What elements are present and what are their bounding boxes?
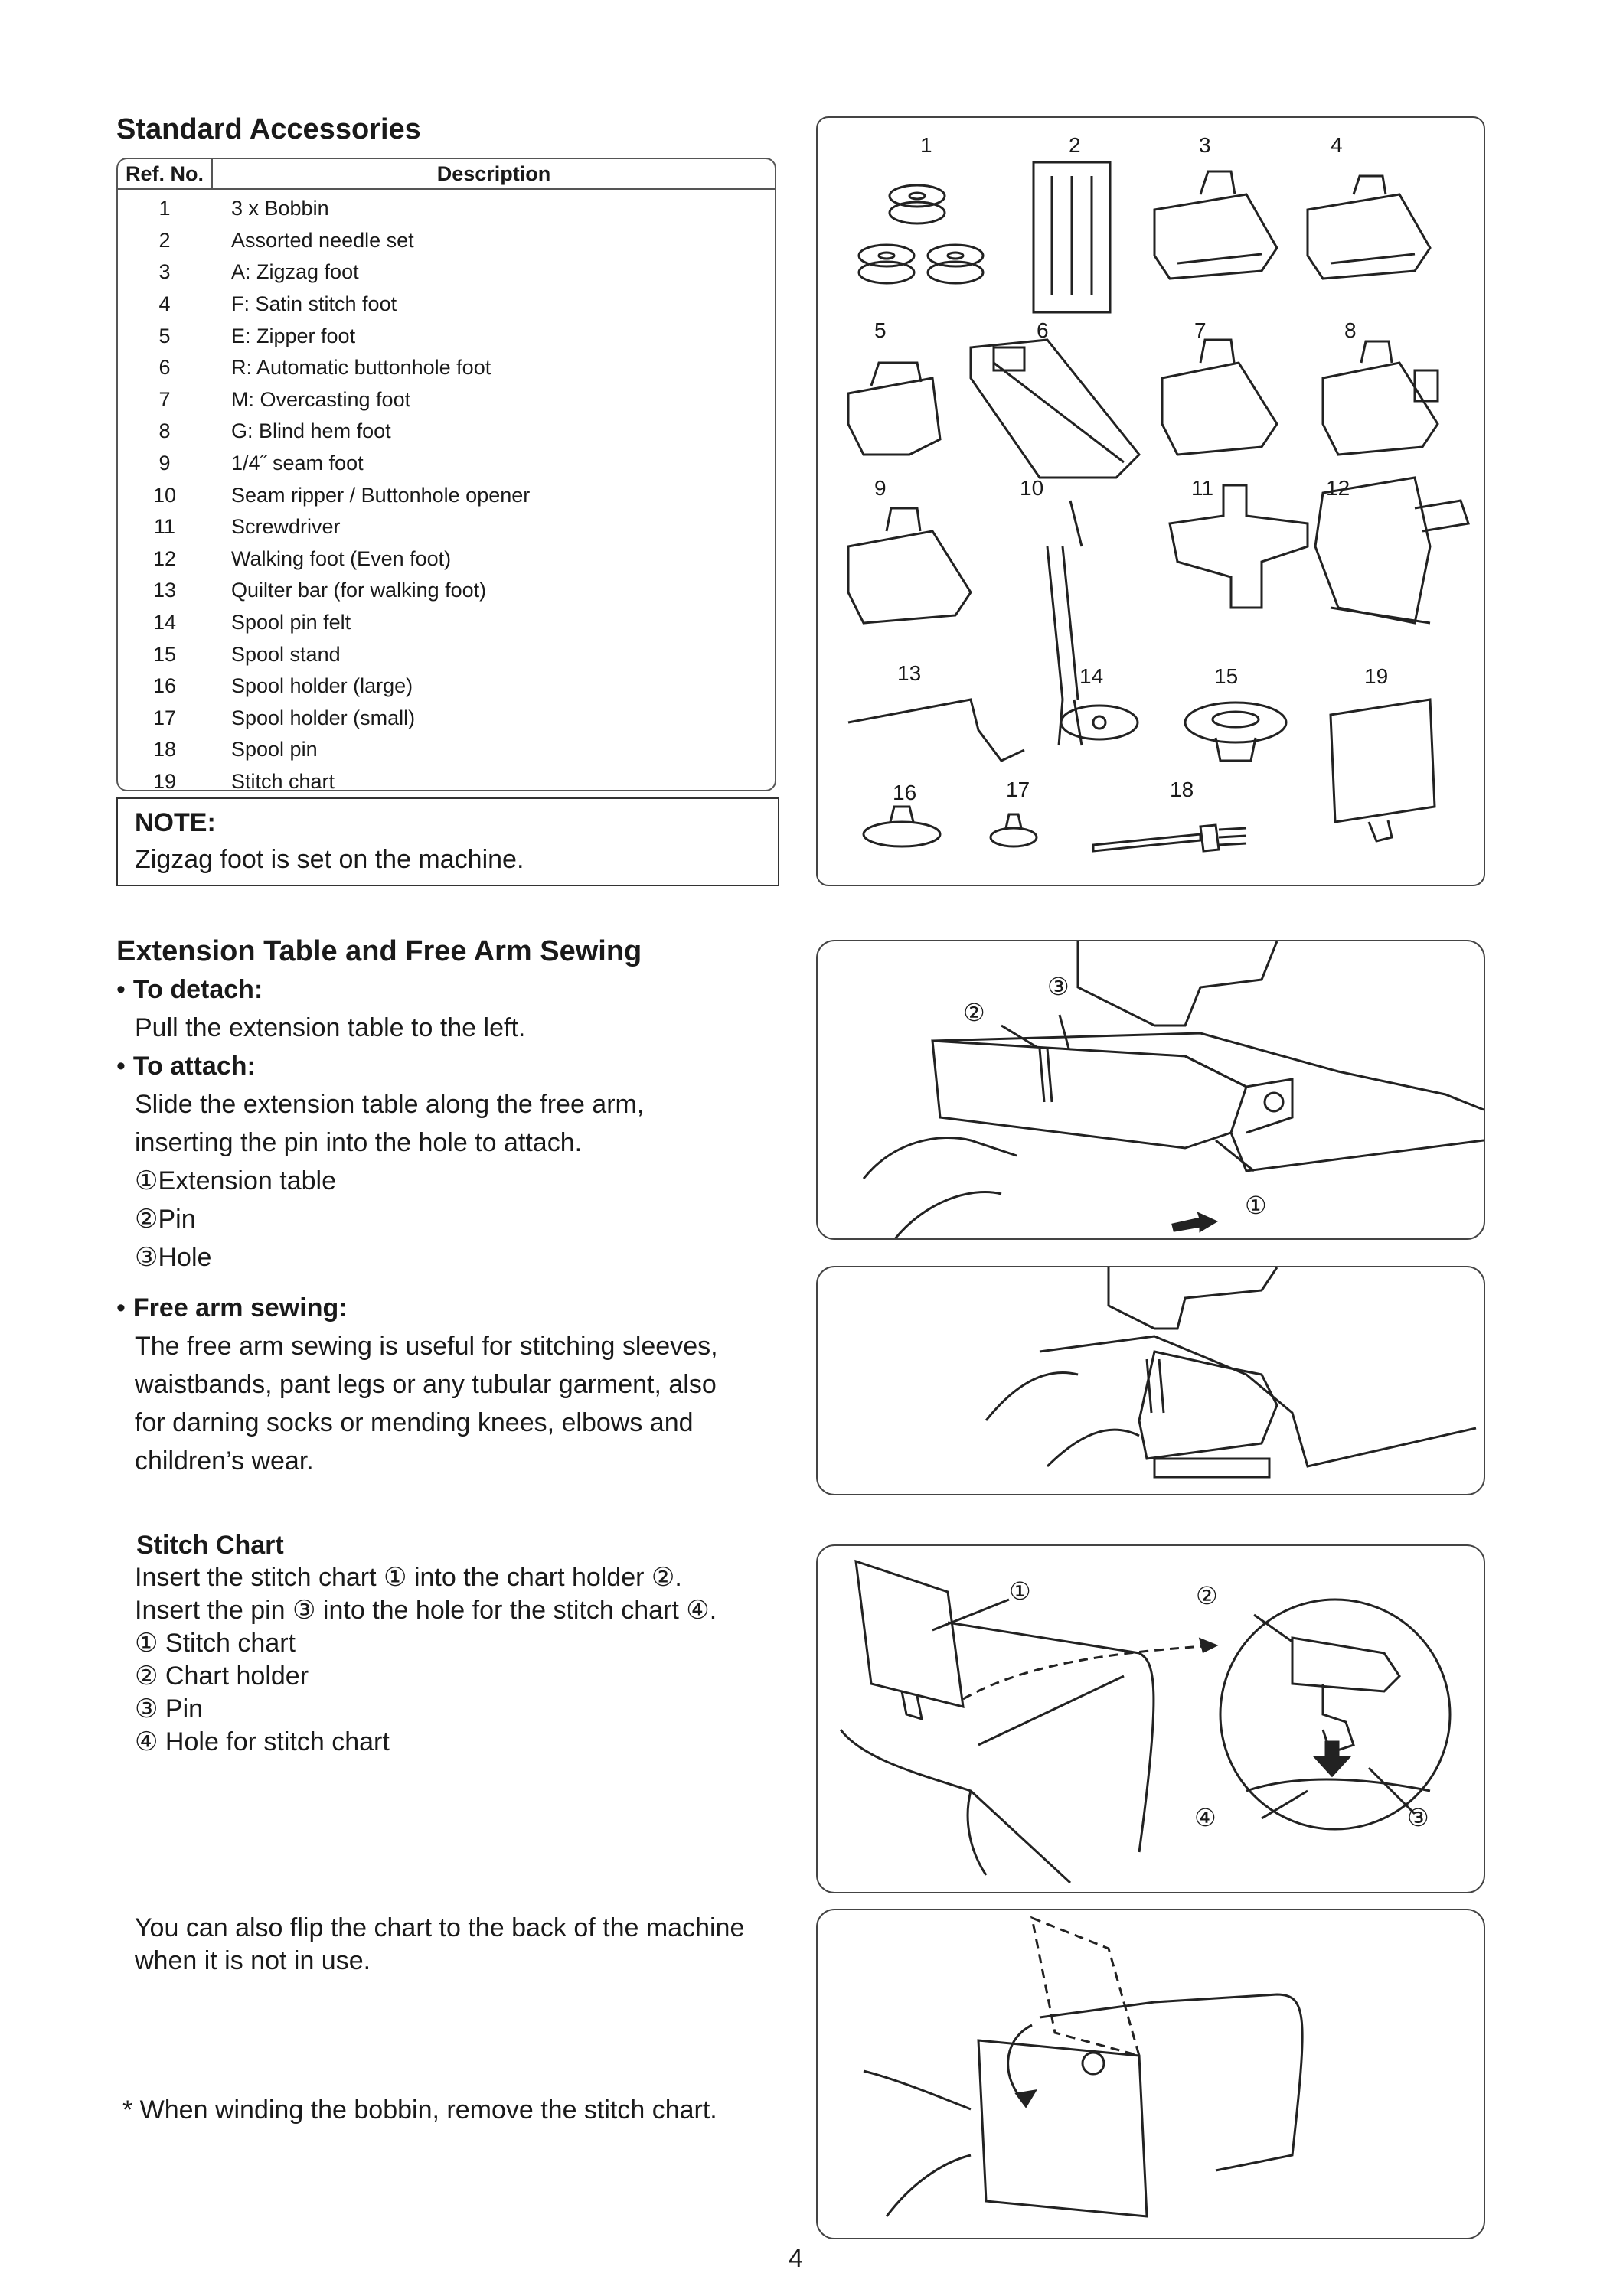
note-title: NOTE:: [135, 808, 216, 837]
zigzag-foot-icon: [1154, 171, 1277, 279]
quilter-bar-icon: [848, 700, 1024, 761]
fig-label-7: 7: [1194, 318, 1207, 342]
section-title-stitch-chart: Stitch Chart: [136, 1531, 284, 1560]
table-row: [118, 703, 775, 735]
fig-label-6: 6: [1037, 318, 1049, 342]
ref-no-cell: 17: [152, 706, 177, 729]
free-arm-figure: [816, 1266, 1485, 1495]
buttonhole-foot-icon: [971, 340, 1139, 478]
table-row: [118, 193, 775, 225]
item-text: Pin: [158, 1205, 196, 1234]
callout-chart-holder: ②: [1196, 1582, 1218, 1609]
stitch-chart-item-3: ③ Pin: [135, 1694, 204, 1724]
walking-foot-icon: [1315, 478, 1468, 623]
stitch-chart-illustration: [818, 1546, 1485, 1893]
flip-chart-text: [135, 1912, 824, 1978]
description-cell: M: Overcasting foot: [231, 387, 411, 411]
free-arm-line-3: for darning socks or mending knees, elbows and: [135, 1408, 694, 1437]
fig-label-8: 8: [1344, 318, 1357, 342]
description-cell: Spool holder (large): [231, 674, 413, 698]
free-arm-illustration: [818, 1267, 1485, 1495]
fig-label-18: 18: [1170, 778, 1194, 801]
item-mark: ②: [135, 1205, 158, 1234]
table-row: [118, 638, 775, 670]
accessories-illustration: [818, 118, 1485, 886]
satin-foot-icon: [1308, 176, 1430, 279]
flip-line-2: when it is not in use.: [135, 1946, 371, 1975]
ref-no-cell: 11: [153, 515, 176, 539]
item-text: Hole: [158, 1243, 212, 1272]
item-pin: [116, 1200, 805, 1238]
fig-label-9: 9: [874, 476, 887, 500]
table-row: [118, 448, 775, 480]
description-cell: 3 x Bobbin: [231, 197, 329, 220]
bobbin-icon: [859, 185, 983, 283]
fig-label-17: 17: [1006, 778, 1030, 801]
ref-no-cell: 7: [158, 387, 171, 411]
ref-no-cell: 15: [152, 642, 177, 666]
overcasting-foot-icon: [1162, 340, 1277, 455]
fig-label-11: 11: [1191, 476, 1214, 500]
table-row: [118, 352, 775, 384]
attach-text-1: Slide the extension table along the free arm,: [135, 1090, 645, 1119]
spool-pin-felt-icon: [1061, 706, 1138, 739]
item-mark: ①: [135, 1166, 158, 1195]
ref-no-cell: 14: [152, 611, 177, 634]
attach-heading: To attach:: [132, 1052, 256, 1081]
fig-label-14: 14: [1079, 664, 1104, 688]
fig-label-3: 3: [1199, 133, 1211, 157]
description-cell: Spool pin: [231, 738, 318, 762]
description-cell: Screwdriver: [231, 515, 341, 539]
table-row: [118, 607, 775, 639]
description-cell: Seam ripper / Buttonhole opener: [231, 483, 531, 507]
description-cell: A: Zigzag foot: [231, 260, 359, 284]
ref-no-cell: 19: [152, 769, 177, 791]
note-text: Zigzag foot is set on the machine.: [135, 845, 524, 874]
fig-label-15: 15: [1214, 664, 1239, 688]
callout-hole-for-chart: ④: [1194, 1804, 1216, 1831]
description-cell: Spool pin felt: [231, 611, 351, 634]
flip-chart-illustration: [818, 1910, 1485, 2239]
table-row: [118, 511, 775, 543]
free-arm-heading: Free arm sewing:: [132, 1293, 348, 1322]
callout-pin: ②: [963, 999, 985, 1026]
stitch-chart-line-2: Insert the pin ③ into the hole for the stitch chart ④.: [135, 1596, 717, 1625]
table-row: [118, 289, 775, 321]
stitch-chart-figure: [816, 1544, 1485, 1893]
table-row: [118, 416, 775, 448]
quarter-seam-foot-icon: [848, 508, 971, 623]
section-title-extension-table: Extension Table and Free Arm Sewing: [116, 935, 642, 967]
blind-hem-foot-icon: [1323, 341, 1438, 455]
ref-no-cell: 9: [158, 452, 171, 475]
table-body: [118, 190, 775, 791]
screwdriver-icon: [1170, 485, 1308, 608]
stitch-chart-item-4: ④ Hole for stitch chart: [135, 1727, 390, 1756]
callout-extension-table: ①: [1245, 1192, 1267, 1219]
table-row: [118, 225, 775, 257]
table-row: [118, 543, 775, 576]
description-cell: G: Blind hem foot: [231, 419, 391, 443]
ref-no-cell: 6: [158, 356, 171, 380]
spool-holder-small-icon: [991, 814, 1037, 846]
extension-table-illustration: [818, 941, 1485, 1240]
ref-no-cell: 12: [152, 546, 177, 570]
description-cell: F: Satin stitch foot: [231, 292, 397, 316]
header-description: Description: [436, 161, 551, 185]
description-cell: E: Zipper foot: [231, 324, 356, 347]
description-cell: Assorted needle set: [231, 228, 414, 252]
description-cell: 1/4˝ seam foot: [231, 452, 364, 475]
flip-line-1: You can also flip the chart to the back of the machine: [135, 1913, 745, 1942]
description-cell: Walking foot (Even foot): [231, 546, 452, 570]
header-ref-no: Ref. No.: [118, 159, 213, 188]
table-row: [118, 575, 775, 607]
fig-label-10: 10: [1020, 476, 1044, 500]
fig-label-13: 13: [897, 661, 922, 685]
fig-label-19: 19: [1364, 664, 1389, 688]
ref-no-cell: 10: [152, 483, 177, 507]
ref-no-cell: 18: [152, 738, 177, 762]
accessories-figure: [816, 116, 1485, 886]
spool-holder-large-icon: [864, 807, 940, 846]
description-cell: Spool stand: [231, 642, 341, 666]
detach-text: Pull the extension table to the left.: [135, 1013, 526, 1042]
item-extension-table: [116, 1162, 805, 1200]
callout-hole: ③: [1047, 973, 1069, 1000]
ref-no-cell: 8: [158, 419, 171, 443]
extension-table-text: • To detach: Pull the extension table to the left. • To attach: Slide the extension table along the free arm, inserting the pin into the hole to attach. ①Extension table ②Pin ③Hole • Free arm sewing: The free arm sewing is useful for stitching sleeves, waistbands, pant legs or any tubular garment, also for darning socks or mending knees, elbows and children’s wear.: [116, 970, 805, 1480]
callout-pin: ③: [1407, 1804, 1429, 1831]
description-cell: Spool holder (small): [231, 706, 416, 729]
zipper-foot-icon: [848, 363, 940, 455]
stitch-chart-item-2: ② Chart holder: [135, 1662, 309, 1691]
free-arm-line-1: The free arm sewing is useful for stitching sleeves,: [135, 1332, 718, 1361]
description-cell: Quilter bar (for walking foot): [231, 579, 487, 602]
table-row: [118, 670, 775, 703]
free-arm-line-4: children’s wear.: [135, 1446, 314, 1476]
flip-chart-figure: [816, 1909, 1485, 2239]
needle-set-icon: [1034, 162, 1110, 312]
accessories-table: [116, 158, 776, 791]
table-row: [118, 766, 775, 791]
callout-stitch-chart: ①: [1009, 1577, 1031, 1605]
table-row: [118, 479, 775, 511]
ref-no-cell: 2: [158, 228, 171, 252]
fig-label-2: 2: [1069, 133, 1081, 157]
table-row: [118, 256, 775, 289]
winding-note: * When winding the bobbin, remove the stitch chart.: [122, 2095, 717, 2125]
stitch-chart-item-1: ① Stitch chart: [135, 1629, 296, 1658]
table-row: [118, 734, 775, 766]
ref-no-cell: 16: [152, 674, 177, 698]
stitch-chart-icon: [1331, 700, 1435, 841]
section-title-standard-accessories: Standard Accessories: [116, 113, 421, 145]
spool-stand-icon: [1185, 703, 1286, 761]
fig-label-5: 5: [874, 318, 887, 342]
spool-pin-icon: [1093, 825, 1246, 851]
description-cell: R: Automatic buttonhole foot: [231, 356, 491, 380]
stitch-chart-text: [135, 1561, 824, 1759]
page-number: 4: [789, 2244, 803, 2273]
ref-no-cell: 1: [158, 197, 171, 220]
ref-no-cell: 5: [158, 324, 171, 347]
stitch-chart-line-1: Insert the stitch chart ① into the chart holder ②.: [135, 1563, 682, 1592]
free-arm-line-2: waistbands, pant legs or any tubular garment, also: [135, 1370, 717, 1399]
description-cell: Stitch chart: [231, 769, 335, 791]
note-box: [116, 797, 779, 886]
ref-no-cell: 13: [152, 579, 177, 602]
ref-no-cell: 3: [158, 260, 171, 284]
table-row: [118, 320, 775, 352]
table-row: [118, 384, 775, 416]
item-hole: [116, 1238, 805, 1277]
fig-label-4: 4: [1331, 133, 1343, 157]
fig-label-1: 1: [920, 133, 932, 157]
item-mark: ③: [135, 1243, 158, 1272]
attach-text-2: inserting the pin into the hole to attach.: [135, 1128, 583, 1157]
detach-heading: To detach:: [132, 975, 263, 1004]
ref-no-cell: 4: [158, 292, 171, 316]
fig-label-12: 12: [1326, 476, 1350, 500]
extension-table-figure: [816, 940, 1485, 1240]
fig-label-16: 16: [893, 781, 917, 804]
item-text: Extension table: [158, 1166, 336, 1195]
table-header: [118, 159, 775, 190]
